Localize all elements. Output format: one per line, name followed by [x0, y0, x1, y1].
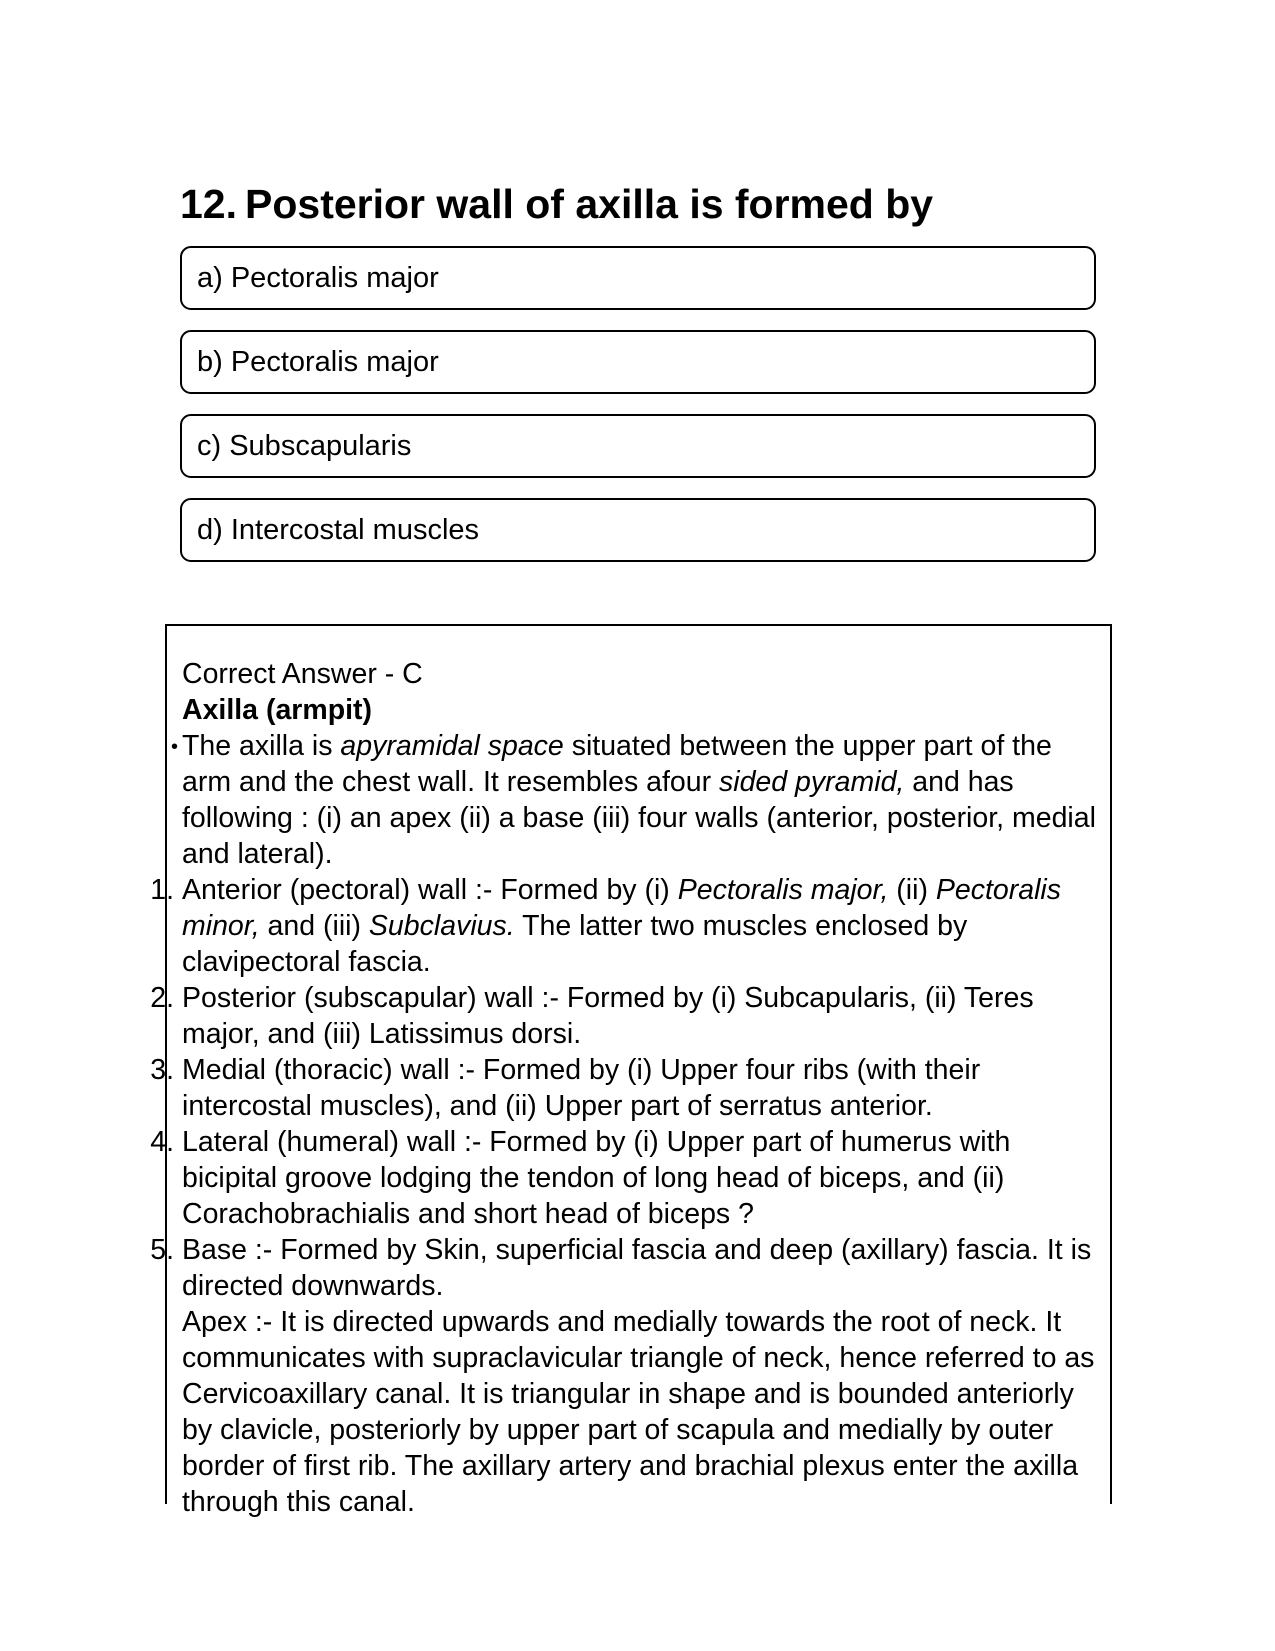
anterior-text-1: Anterior (pectoral) wall :- Formed by (i): [182, 874, 678, 906]
list-marker: 4.: [150, 1126, 174, 1158]
intro-bullet-item: [170, 728, 1107, 872]
list-item-posterior-wall: [150, 980, 1107, 1052]
list-item-lateral-wall: [150, 1124, 1107, 1232]
list-item-base: [150, 1232, 1107, 1304]
posterior-text: Posterior (subscapular) wall :- Formed by (i) Subcapularis, (ii) Teres major, and (iii) Latissimus dorsi.: [182, 982, 1034, 1050]
anterior-text-3: and (iii): [259, 910, 369, 942]
anterior-text-4: The latter two muscles enclosed by clavipectoral fascia.: [182, 910, 968, 978]
list-item-anterior-wall: [150, 872, 1107, 980]
intro-emphasis-2: sided pyramid,: [719, 766, 905, 798]
anterior-text-2: (ii): [888, 874, 936, 906]
apex-paragraph: Apex :- It is directed upwards and medially towards the root of neck. It communicates with supraclavicular triangle of neck, hence referred to as Cervicoaxillary canal. It is triangular in shape and is bounded anteriorly by clavicle, posteriorly by upper part of scapula and medially by outer border of first rib. The axillary artery and brachial plexus enter the axilla through this canal.: [182, 1306, 1095, 1518]
bullet-marker: •: [170, 736, 178, 758]
medial-text: Medial (thoracic) wall :- Formed by (i) Upper four ribs (with their intercostal muscles), and (ii) Upper part of serratus anterior.: [182, 1054, 981, 1122]
base-text: Base :- Formed by Skin, superficial fascia and deep (axillary) fascia. It is directed downwards.: [182, 1234, 1092, 1302]
list-marker: 5.: [150, 1234, 174, 1266]
anterior-emphasis-2: Pectoralis minor,: [182, 874, 1061, 942]
answer-explanation-box: [150, 624, 1112, 1518]
list-marker: 1.: [150, 874, 174, 906]
option-d[interactable]: d) Intercostal muscles: [180, 498, 1096, 562]
lateral-text: Lateral (humeral) wall :- Formed by (i) Upper part of humerus with bicipital groove lodging the tendon of long head of biceps, and (ii) Corachobrachialis and short head of biceps ?: [182, 1126, 1011, 1230]
list-item-medial-wall: [150, 1052, 1107, 1124]
question-heading: [180, 178, 1100, 230]
option-c[interactable]: c) Subscapularis: [180, 414, 1096, 478]
intro-text-1: The axilla is: [182, 730, 341, 762]
option-a[interactable]: a) Pectoralis major: [180, 246, 1096, 310]
option-b[interactable]: b) Pectoralis major: [180, 330, 1096, 394]
anterior-emphasis-3: Subclavius.: [368, 910, 515, 942]
correct-answer: Correct Answer - C: [182, 658, 423, 690]
list-marker: 2.: [150, 982, 174, 1014]
anterior-emphasis-1: Pectoralis major,: [677, 874, 889, 906]
question-number: 12.: [180, 181, 237, 227]
intro-text-2: situated between the upper part of the arm and the chest wall. It resembles afour: [182, 730, 1052, 798]
list-marker: 3.: [150, 1054, 174, 1086]
intro-text-3: and has following : (i) an apex (ii) a base (iii) four walls (anterior, posterior, medial and lateral).: [182, 766, 1096, 870]
explanation-title: Axilla (armpit): [182, 694, 373, 726]
answer-body: [150, 656, 1107, 1520]
intro-emphasis-1: apyramidal space: [340, 730, 564, 762]
question-text: Posterior wall of axilla is formed by: [245, 181, 934, 227]
